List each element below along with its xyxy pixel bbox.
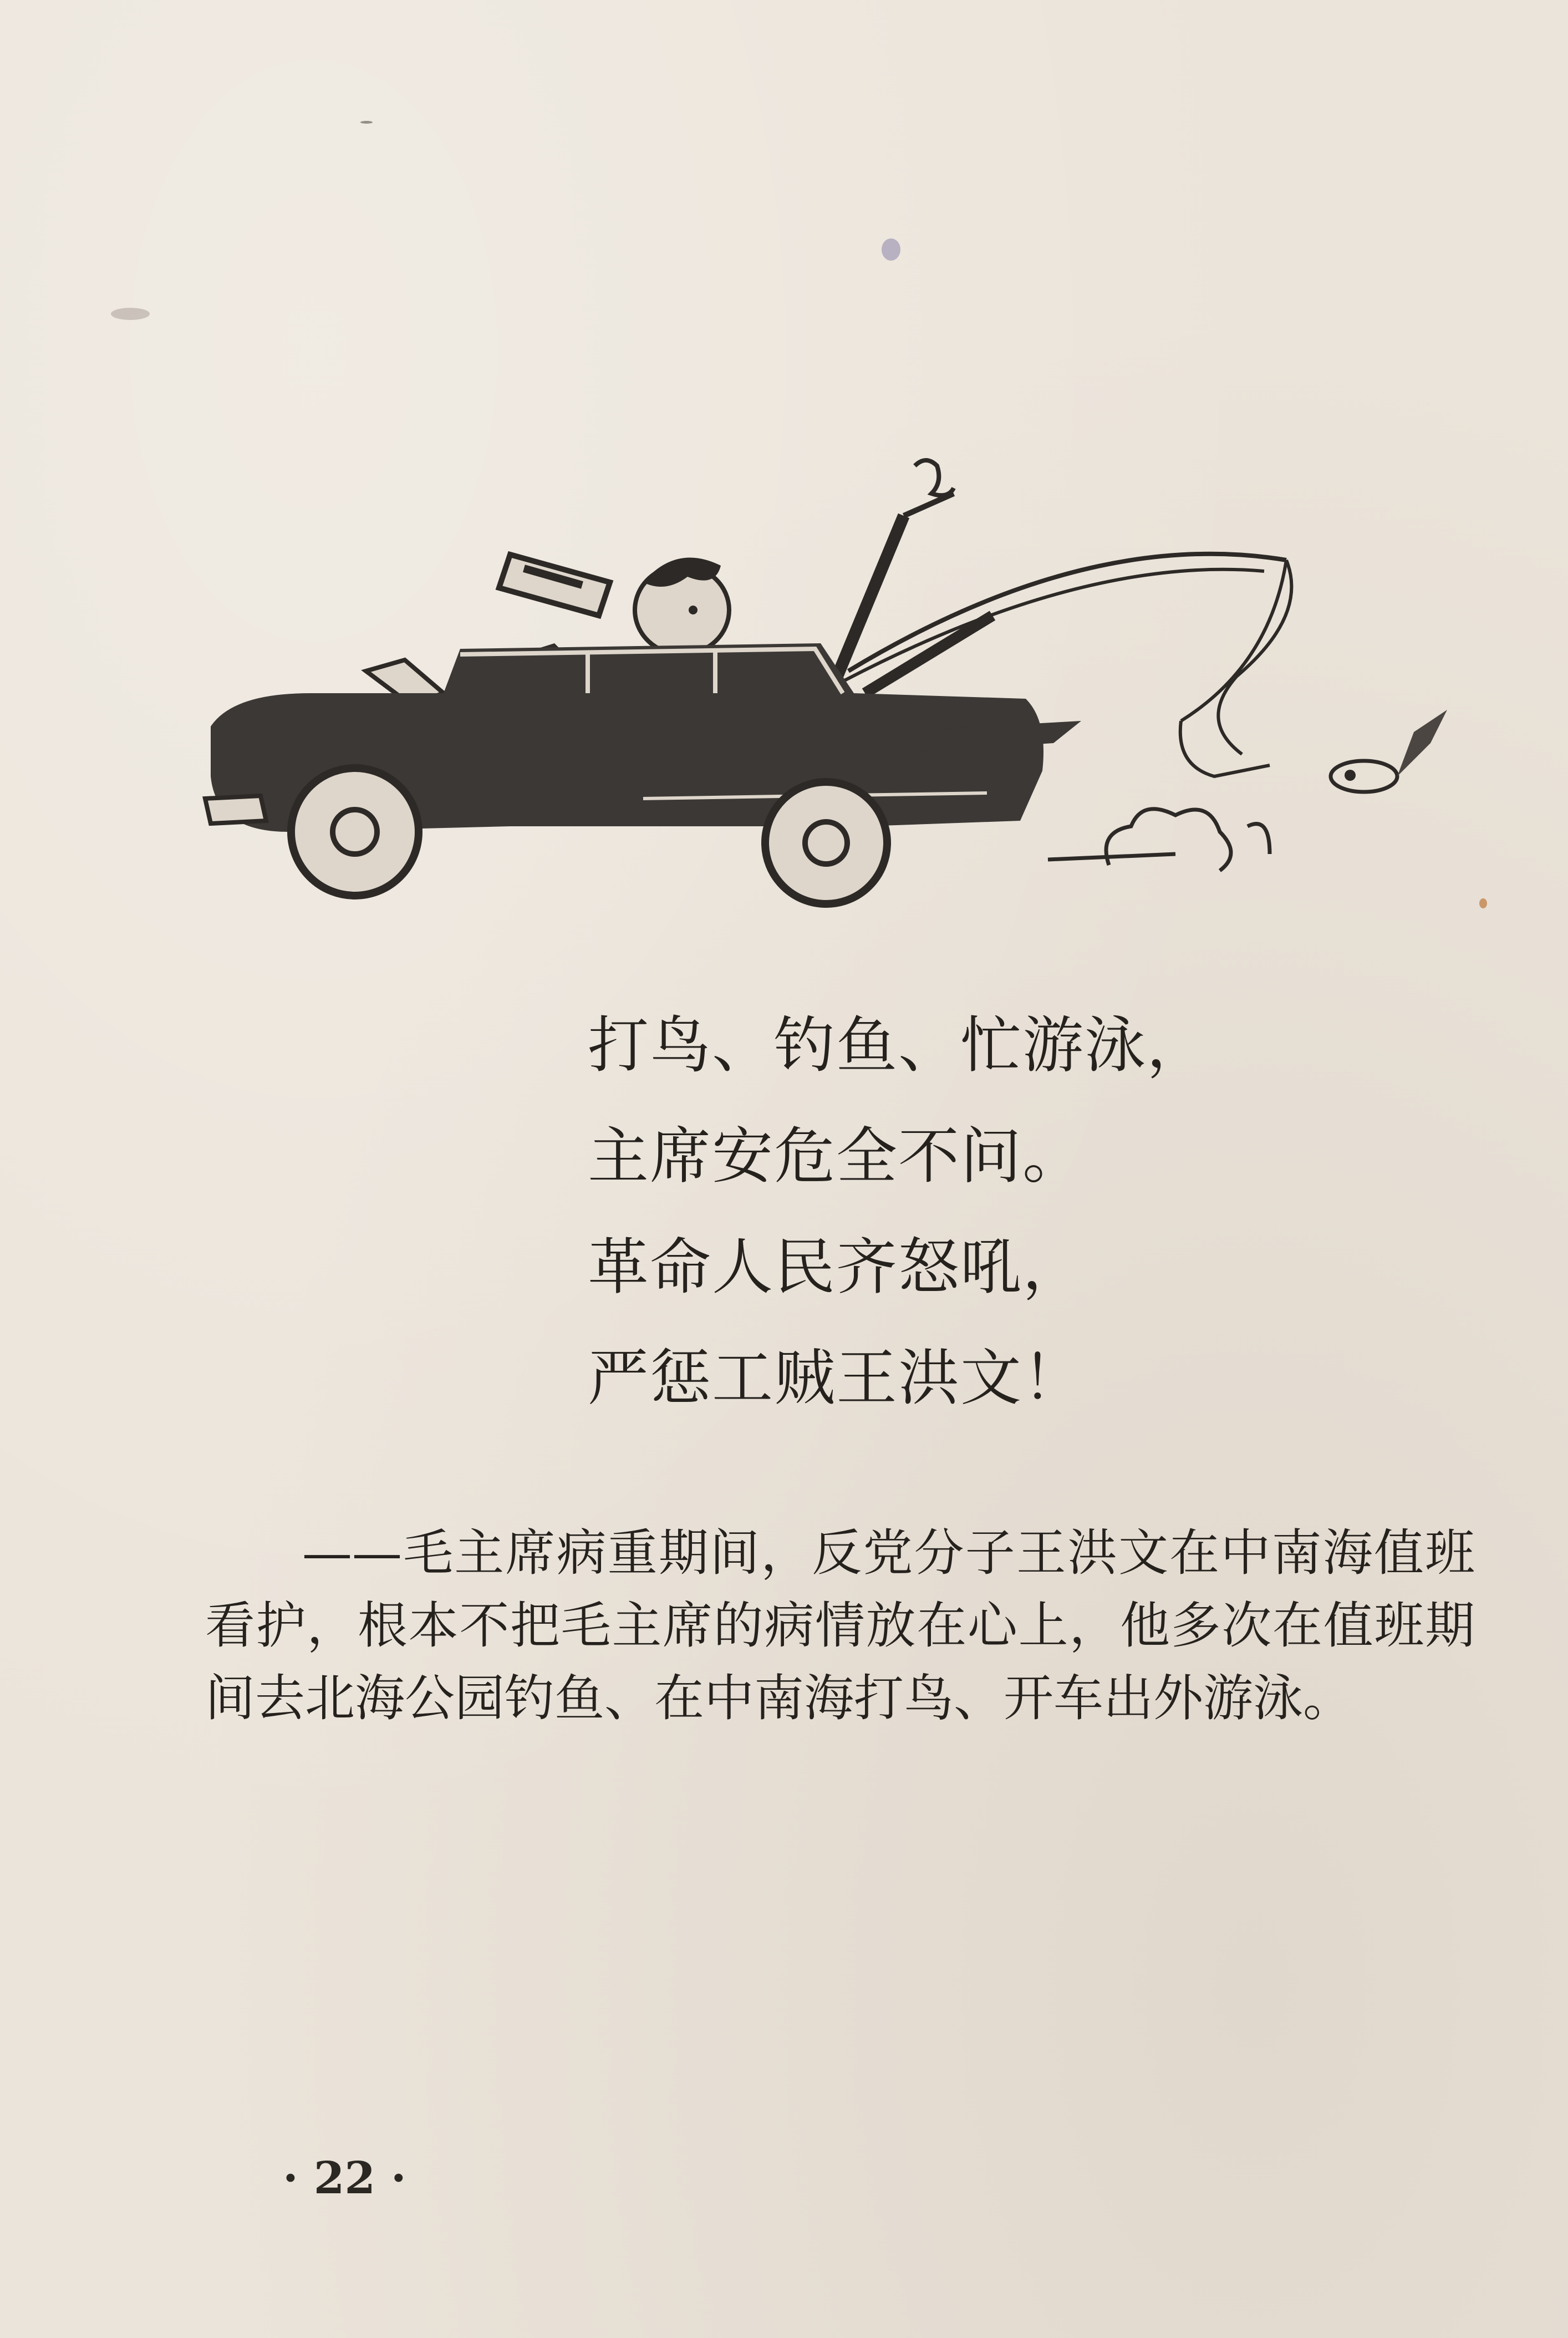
page-number: · 22 · xyxy=(283,2152,406,2204)
verse xyxy=(588,1010,1253,1458)
paper-speck xyxy=(360,121,373,124)
verse-line: 严惩工贼王洪文！ xyxy=(588,1343,1085,1414)
caption-paragraph: ——毛主席病重期间，反党分子王洪文在中南海值班看护，根本不把毛主席的病情放在心上，他多次在值班期间去北海公园钓鱼、在中南海打鸟、开车出外游泳。 xyxy=(205,1524,1475,1727)
verse-line: 打鸟、钓鱼、忙游泳， xyxy=(588,1010,1209,1081)
paper-speck xyxy=(882,238,900,261)
verse-line: 主席安危全不问。 xyxy=(588,1121,1085,1192)
verse-line: 革命人民齐怒吼， xyxy=(588,1232,1085,1303)
paper-speck xyxy=(111,308,150,320)
car-illustration-icon xyxy=(200,433,1486,932)
